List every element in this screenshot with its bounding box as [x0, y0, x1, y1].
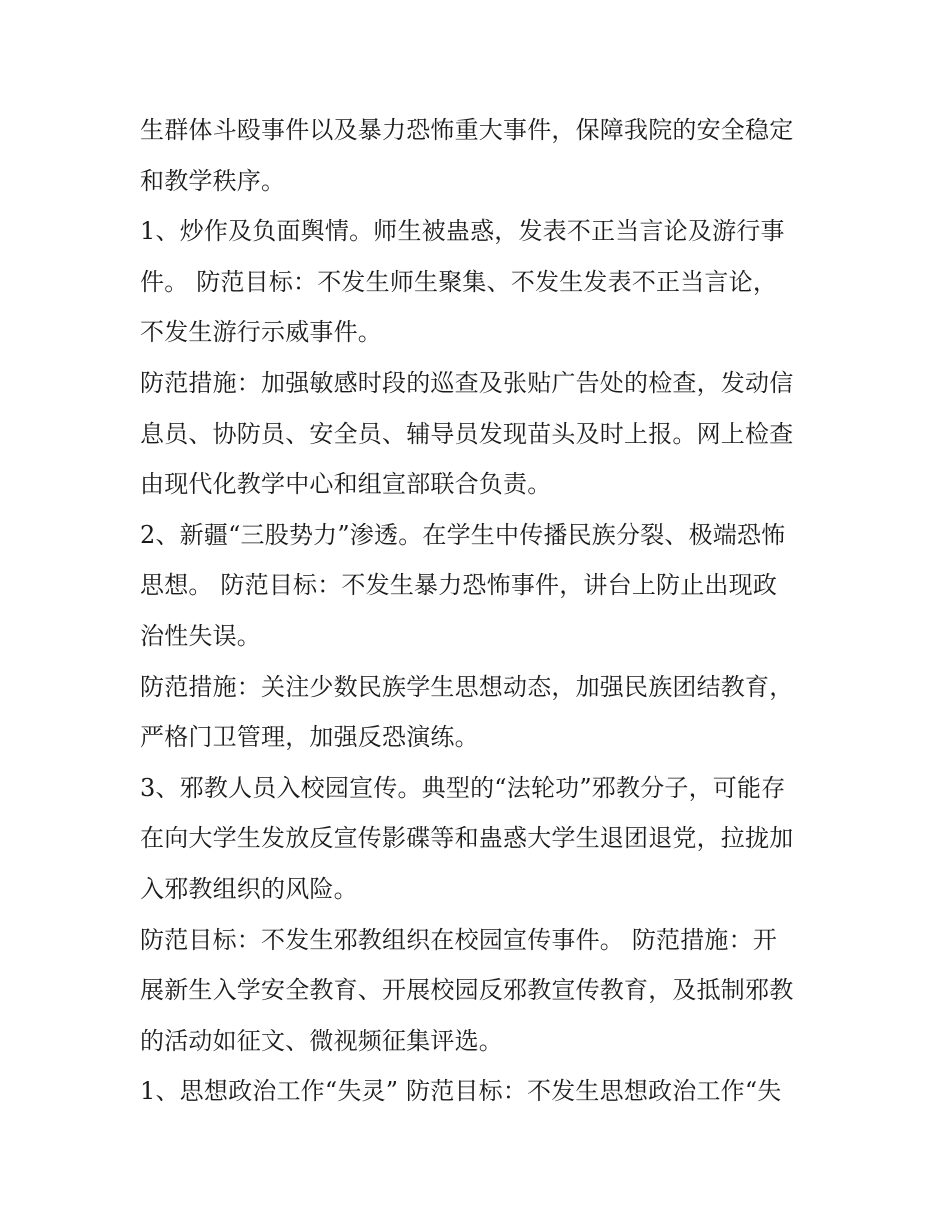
text-line: 入邪教组织的风险。: [140, 874, 358, 903]
text-line: 1、思想政治工作“失灵” 防范目标：不发生思想政治工作“失: [140, 1077, 782, 1106]
text-line: 件。 防范目标：不发生师生聚集、不发生发表不正当言论，: [140, 267, 778, 296]
body-text: [140, 105, 830, 1117]
text-line: 防范目标：不发生邪教组织在校园宣传事件。 防范措施：开: [140, 925, 778, 954]
text-line: 的活动如征文、微视频征集评选。: [140, 1026, 503, 1055]
text-line: 在向大学生发放反宣传影碟等和蛊惑大学生退团退党，拉拢加: [140, 824, 794, 853]
text-line: 不发生游行示威事件。: [140, 318, 382, 347]
text-line: 2、新疆“三股势力”渗透。在学生中传播民族分裂、极端恐怖: [140, 520, 786, 549]
text-line: 严格门卫管理，加强反恐演练。: [140, 723, 479, 752]
text-line: 防范措施：加强敏感时段的巡查及张贴广告处的检查，发动信: [140, 368, 794, 397]
text-line: 生群体斗殴事件以及暴力恐怖重大事件，保障我院的安全稳定: [140, 116, 794, 144]
text-line: 1、炒作及负面舆情。师生被蛊惑，发表不正当言论及游行事: [140, 217, 785, 246]
text-line: 3、邪教人员入校园宣传。典型的“法轮功”邪教分子，可能存: [140, 773, 786, 802]
text-line: 息员、协防员、安全员、辅导员发现苗头及时上报。网上检查: [140, 419, 794, 448]
text-line: 防范措施：关注少数民族学生思想动态，加强民族团结教育，: [140, 672, 794, 701]
text-line: 和教学秩序。: [140, 166, 286, 195]
text-line: 治性失误。: [140, 621, 261, 650]
text-line: 展新生入学安全教育、开展校园反邪教宣传教育，及抵制邪教: [140, 976, 794, 1005]
text-line: 由现代化教学中心和组宣部联合负责。: [140, 470, 552, 499]
text-line: 思想。 防范目标：不发生暴力恐怖事件，讲台上防止出现政: [140, 571, 778, 600]
